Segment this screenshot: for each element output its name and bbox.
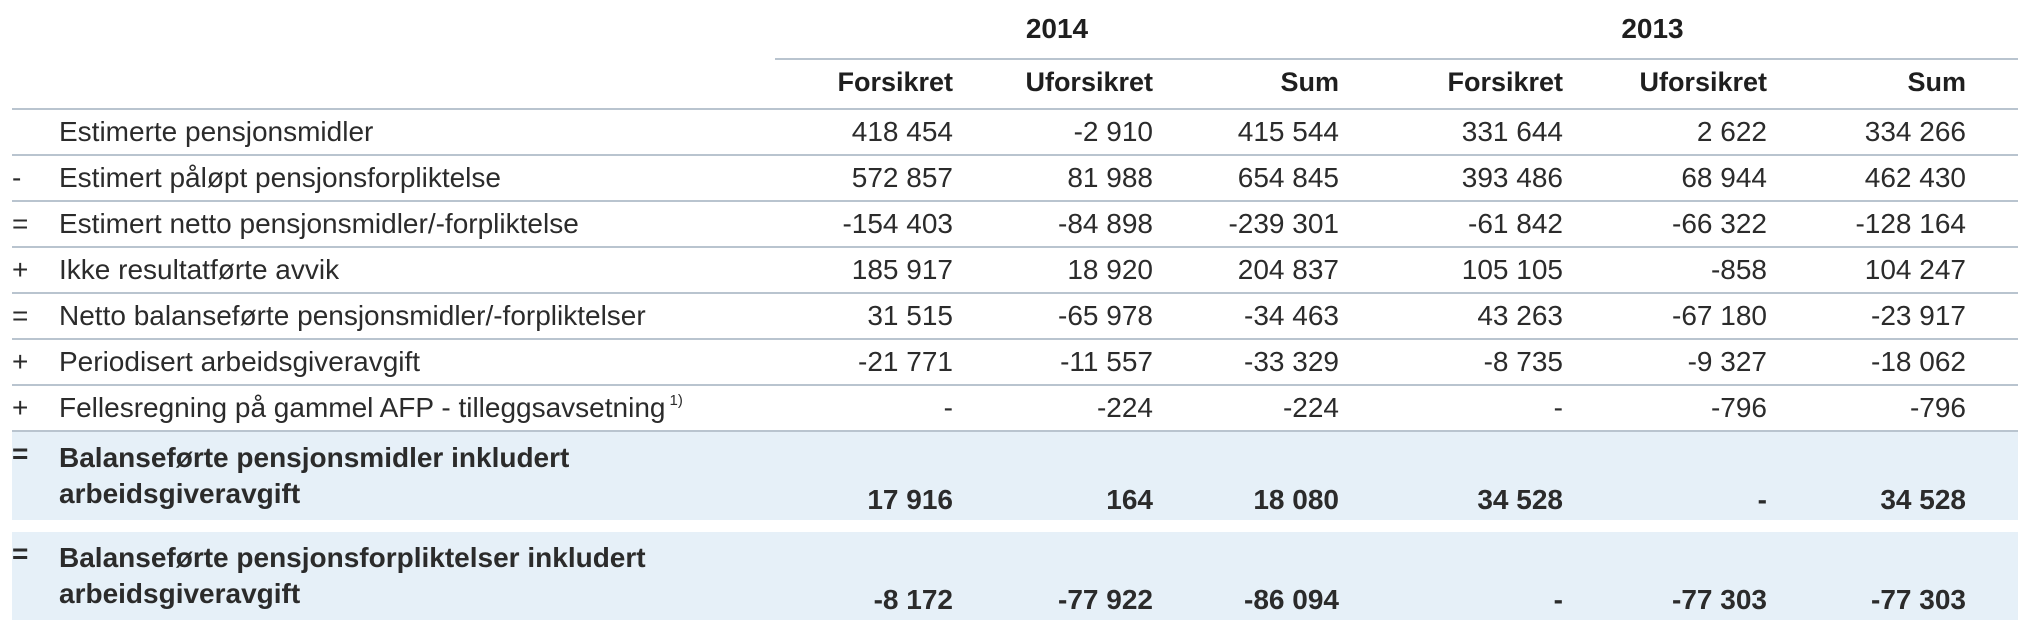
total-value: -77 303	[1563, 532, 1767, 620]
cell-value: 204 837	[1153, 247, 1339, 293]
cell-value: 572 857	[775, 155, 953, 201]
cell-value: -224	[953, 385, 1153, 431]
total-value: -77 922	[953, 532, 1153, 620]
total-value: 17 916	[775, 431, 953, 520]
cell-value: -11 557	[953, 339, 1153, 385]
cell-value: 654 845	[1153, 155, 1339, 201]
total-value: -86 094	[1153, 532, 1339, 620]
cell-value: -224	[1153, 385, 1339, 431]
cell-value: 18 920	[953, 247, 1153, 293]
column-header: Forsikret	[775, 59, 953, 109]
total-value: -	[1563, 431, 1767, 520]
cell-value: 2 622	[1563, 109, 1767, 155]
cell-value: -796	[1767, 385, 1966, 431]
cell-value: 81 988	[953, 155, 1153, 201]
cell-value: -858	[1563, 247, 1767, 293]
row-label: Ikke resultatførte avvik	[59, 247, 775, 293]
row-label: Estimerte pensjonsmidler	[59, 109, 775, 155]
pension-table	[12, 0, 2018, 620]
table-row	[12, 385, 2018, 431]
total-label-line: arbeidsgiveravgift	[59, 478, 301, 509]
cell-value: 462 430	[1767, 155, 1966, 201]
cell-value: -67 180	[1563, 293, 1767, 339]
year-header-2013: 2013	[1339, 0, 1966, 59]
year-header-row	[12, 0, 2018, 59]
cell-value: -2 910	[953, 109, 1153, 155]
row-sign: +	[12, 385, 59, 431]
cell-value: -18 062	[1767, 339, 1966, 385]
year-header-2014: 2014	[775, 0, 1339, 59]
total-row-liabilities	[12, 532, 2018, 620]
row-label: Estimert netto pensjonsmidler/-forpliktelse	[59, 201, 775, 247]
row-sign: =	[12, 293, 59, 339]
column-header: Forsikret	[1339, 59, 1563, 109]
column-header-row	[12, 59, 2018, 109]
total-row-assets	[12, 431, 2018, 520]
row-sign: -	[12, 155, 59, 201]
table-row	[12, 339, 2018, 385]
cell-value: -33 329	[1153, 339, 1339, 385]
total-label-line: Balanseførte pensjonsforpliktelser inkludert	[59, 542, 646, 573]
cell-value: 418 454	[775, 109, 953, 155]
cell-value: -128 164	[1767, 201, 1966, 247]
row-label-text: Fellesregning på gammel AFP - tilleggsavsetning	[59, 392, 666, 423]
row-sign: +	[12, 339, 59, 385]
total-label	[59, 431, 775, 520]
cell-value: 331 644	[1339, 109, 1563, 155]
total-value: 18 080	[1153, 431, 1339, 520]
total-value: 34 528	[1339, 431, 1563, 520]
column-header: Sum	[1767, 59, 1966, 109]
row-sign: =	[12, 201, 59, 247]
cell-value: 185 917	[775, 247, 953, 293]
cell-value: 415 544	[1153, 109, 1339, 155]
cell-value: -	[1339, 385, 1563, 431]
total-value: 34 528	[1767, 431, 1966, 520]
cell-value: 105 105	[1339, 247, 1563, 293]
cell-value: 31 515	[775, 293, 953, 339]
row-label	[59, 385, 775, 431]
cell-value: -	[775, 385, 953, 431]
total-value: -77 303	[1767, 532, 1966, 620]
row-sign: =	[12, 431, 59, 520]
total-label-line: Balanseførte pensjonsmidler inkludert	[59, 442, 570, 473]
pension-table-container	[12, 0, 2018, 620]
cell-value: -9 327	[1563, 339, 1767, 385]
table-row	[12, 201, 2018, 247]
column-header: Uforsikret	[1563, 59, 1767, 109]
total-value: -8 172	[775, 532, 953, 620]
cell-value: -84 898	[953, 201, 1153, 247]
cell-value: -61 842	[1339, 201, 1563, 247]
cell-value: -154 403	[775, 201, 953, 247]
row-label: Netto balanseførte pensjonsmidler/-forpliktelser	[59, 293, 775, 339]
total-value: 164	[953, 431, 1153, 520]
total-label-line: arbeidsgiveravgift	[59, 578, 301, 609]
cell-value: -65 978	[953, 293, 1153, 339]
row-sign: +	[12, 247, 59, 293]
cell-value: 104 247	[1767, 247, 1966, 293]
cell-value: -796	[1563, 385, 1767, 431]
table-row	[12, 109, 2018, 155]
cell-value: -8 735	[1339, 339, 1563, 385]
total-value: -	[1339, 532, 1563, 620]
cell-value: 43 263	[1339, 293, 1563, 339]
cell-value: -239 301	[1153, 201, 1339, 247]
row-sign	[12, 109, 59, 155]
column-header: Sum	[1153, 59, 1339, 109]
cell-value: -34 463	[1153, 293, 1339, 339]
table-row	[12, 155, 2018, 201]
table-row	[12, 247, 2018, 293]
cell-value: -21 771	[775, 339, 953, 385]
cell-value: -23 917	[1767, 293, 1966, 339]
spacer-row	[12, 520, 2018, 532]
total-label	[59, 532, 775, 620]
row-sign: =	[12, 532, 59, 620]
table-row	[12, 293, 2018, 339]
column-header: Uforsikret	[953, 59, 1153, 109]
footnote-marker: 1)	[669, 392, 683, 409]
cell-value: -66 322	[1563, 201, 1767, 247]
row-label: Periodisert arbeidsgiveravgift	[59, 339, 775, 385]
cell-value: 334 266	[1767, 109, 1966, 155]
cell-value: 68 944	[1563, 155, 1767, 201]
cell-value: 393 486	[1339, 155, 1563, 201]
row-label: Estimert påløpt pensjonsforpliktelse	[59, 155, 775, 201]
